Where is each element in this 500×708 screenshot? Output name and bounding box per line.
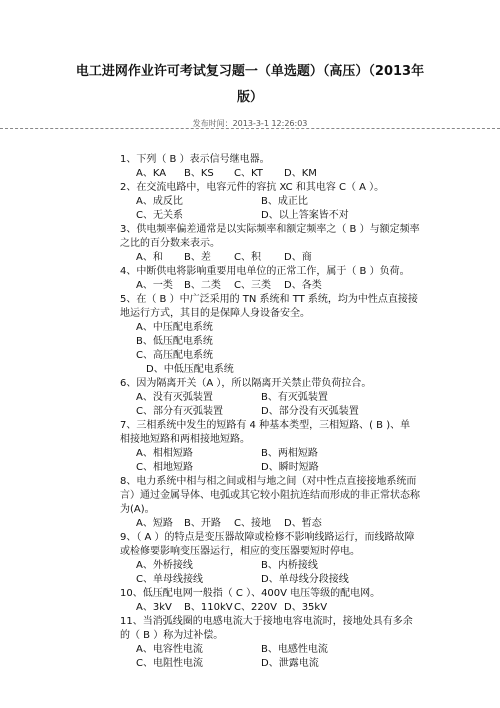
- answer-option: D、泄露电流: [261, 658, 319, 669]
- option-row: [120, 657, 420, 671]
- option-row: [120, 643, 420, 657]
- answer-option: D、单母线分段接线: [261, 574, 349, 585]
- publish-time: 发布时间：2013-3-1 12:26:03: [192, 119, 308, 128]
- option-row: [120, 251, 420, 265]
- answer-option: A、一类: [136, 280, 173, 291]
- answer-option: A、外桥接线: [136, 560, 193, 571]
- option-row: [120, 447, 420, 461]
- answer-option: B、两相短路: [261, 448, 318, 459]
- answer-option: A、成反比: [136, 196, 183, 207]
- question-list: [120, 153, 420, 671]
- answer-option: C、KT: [234, 168, 263, 179]
- question-text: 2、在交流电路中，电容元件的容抗 XC 和其电容 C（ A ）。: [120, 182, 385, 193]
- answer-option: D、暂态: [284, 518, 322, 529]
- answer-option: C、积: [234, 252, 261, 263]
- answer-option: B、内桥接线: [261, 560, 318, 571]
- answer-option: C、相地短路: [136, 462, 193, 473]
- answer-option: D、部分没有灭弧装置: [261, 406, 359, 417]
- answer-option: D、35kV: [284, 602, 328, 613]
- answer-option: C、220V: [234, 602, 277, 613]
- answer-option: A、KA: [136, 168, 167, 179]
- answer-option: D、各类: [284, 280, 322, 291]
- question-text: 8、电力系统中相与相之间或相与地之间（对中性点直接接地系统而言）通过金属导体、电弧或其它较小阻抗连结而形成的非正常状态称为(A)。: [120, 476, 420, 515]
- option-row: [120, 559, 420, 573]
- answer-option: B、差: [184, 252, 211, 263]
- answer-option: B、成正比: [261, 196, 308, 207]
- header-divider: [0, 128, 500, 129]
- answer-option: B、二类: [184, 280, 221, 291]
- document-title-line2: 版）: [236, 90, 263, 105]
- option-row: [120, 517, 420, 531]
- answer-option: D、以上答案皆不对: [261, 210, 349, 221]
- option-row: [120, 195, 420, 209]
- answer-option: D、中低压配电系统: [146, 364, 234, 375]
- answer-option: A、没有灭弧装置: [136, 392, 213, 403]
- question-text: 1、下列（ B ）表示信号继电器。: [120, 154, 270, 165]
- answer-option: B、有灭弧装置: [261, 392, 328, 403]
- question-text: 9、（ A ）的特点是变压器故障或检修不影响线路运行，而线路故障或检修要影响变压器运行，相应的变压器要短时停电。: [120, 532, 415, 557]
- option-row: [120, 405, 420, 419]
- answer-option: C、高压配电系统: [136, 350, 213, 361]
- question-text: 6、因为隔离开关（A ），所以隔离开关禁止带负荷拉合。: [120, 378, 372, 389]
- answer-option: A、和: [136, 252, 163, 263]
- option-row: [120, 461, 420, 475]
- option-row: [120, 601, 420, 615]
- question-text: 10、低压配电网一般指（ C ）、400V 电压等级的配电网。: [120, 588, 381, 599]
- answer-option: C、单母线接线: [136, 574, 203, 585]
- option-row: [120, 167, 420, 181]
- answer-option: C、部分有灭弧装置: [136, 406, 223, 417]
- question-text: 3、供电频率偏差通常是以实际频率和额定频率之（ B ）与额定频率之比的百分数来表示。: [120, 224, 420, 249]
- answer-option: A、电容性电流: [136, 644, 203, 655]
- option-row: [120, 391, 420, 405]
- option-row: [120, 573, 420, 587]
- answer-option: A、3kV: [136, 602, 172, 613]
- option-row: [120, 279, 420, 293]
- answer-option: C、三类: [234, 280, 271, 291]
- answer-option: D、商: [284, 252, 312, 263]
- answer-option: A、中压配电系统: [136, 322, 213, 333]
- document-title-line1: 电工进网作业许可考试复习题一（单选题）（高压）（2013年: [75, 64, 425, 79]
- question-text: 5、在（ B ）中广泛采用的 TN 系统和 TT 系统，均为中性点直接接地运行方式，其目的是保障人身设备安全。: [120, 294, 418, 319]
- answer-option: A、相相短路: [136, 448, 193, 459]
- question-text: 11、当消弧线圈的电感电流大于接地电容电流时，接地处具有多余的（ B ）称为过补偿。: [120, 616, 413, 641]
- answer-option: D、KM: [284, 168, 317, 179]
- answer-option: B、110kV: [184, 602, 233, 613]
- answer-option: B、开路: [184, 518, 221, 529]
- question-text: 7、三相系统中发生的短路有 4 种基本类型，三相短路、( B )、单相接地短路和两相接地短路。: [120, 420, 411, 445]
- answer-option: A、短路: [136, 518, 173, 529]
- option-row: [120, 209, 420, 223]
- question-text: 4、中断供电将影响重要用电单位的正常工作，属于（ B ）负荷。: [120, 266, 410, 277]
- answer-option: B、低压配电系统: [136, 336, 213, 347]
- answer-option: B、KS: [184, 168, 214, 179]
- answer-option: D、瞬时短路: [261, 462, 319, 473]
- answer-option: B、电感性电流: [261, 644, 328, 655]
- answer-option: C、无关系: [136, 210, 183, 221]
- answer-option: C、电阻性电流: [136, 658, 203, 669]
- answer-option: C、接地: [234, 518, 271, 529]
